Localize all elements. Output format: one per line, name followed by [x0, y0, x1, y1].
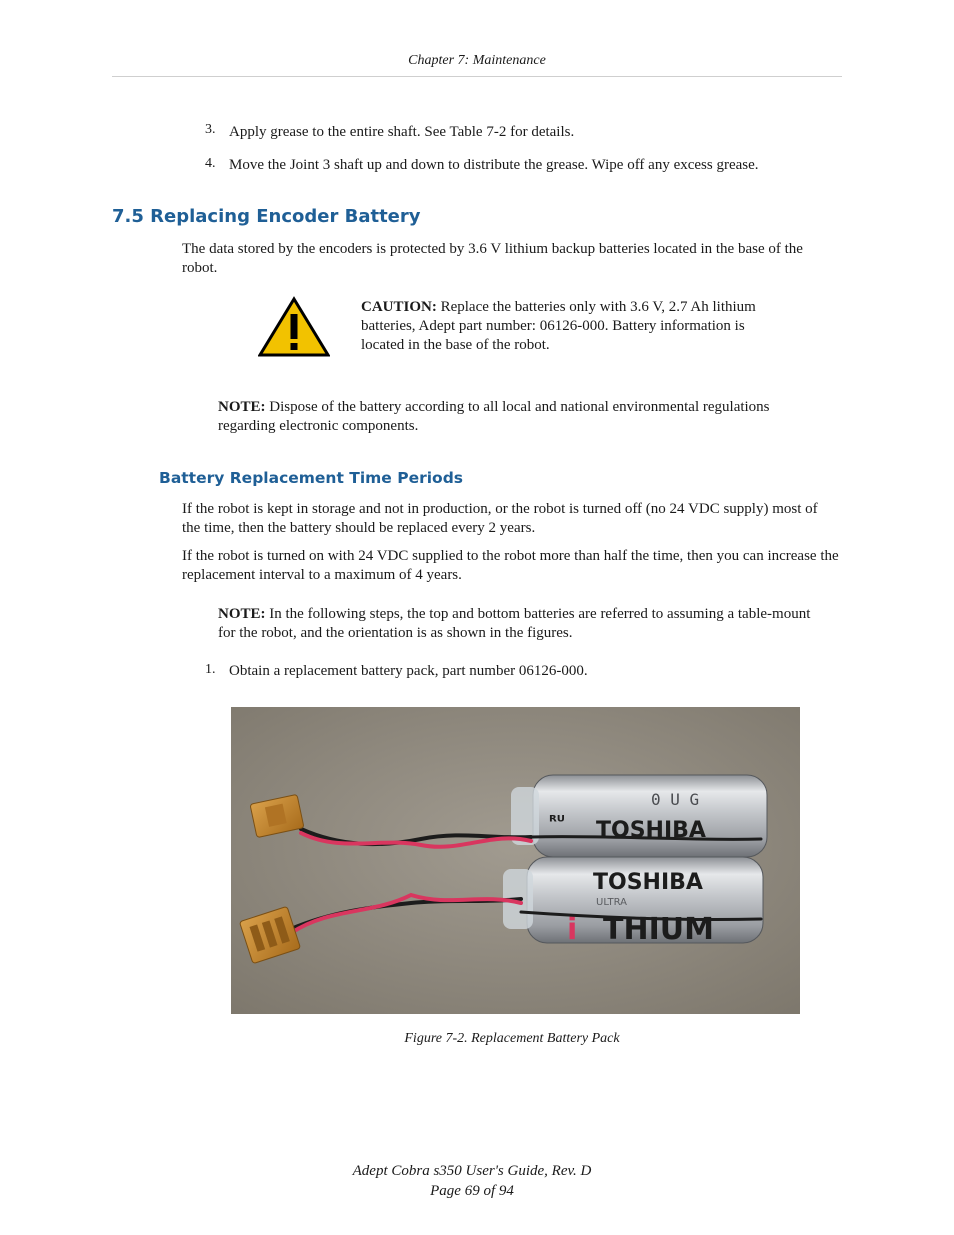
note-orientation: [218, 605, 813, 643]
caution-body: Replace the batteries only with 3.6 V, 2.7 Ah lithium batteries, Adept part number: 06126-000. Battery information is located in the base of the robot.: [361, 299, 756, 353]
battery-ultra-text: ULTRA: [596, 897, 628, 908]
footer-page-number: Page 69 of 94: [430, 1183, 514, 1199]
subsection-para-2: If the robot is turned on with 24 VDC supplied to the robot more than half the time, then you can increase the replacement interval to a maximum of 4 years.: [182, 548, 839, 583]
battery-brand-bottom: TOSHIBA: [593, 870, 703, 895]
battery-pack-photo: [231, 707, 800, 1014]
header-rule: [112, 76, 842, 77]
svg-text:i: i: [567, 912, 578, 947]
battery-brand-top: TOSHIBA: [596, 818, 706, 843]
step-4-text: Move the Joint 3 shaft up and down to distribute the grease. Wipe off any excess grease.: [229, 157, 759, 173]
section-intro: The data stored by the encoders is protected by 3.6 V lithium backup batteries located in the base of the robot.: [182, 241, 803, 276]
note-dispose-label: NOTE:: [218, 399, 266, 415]
step-4-number: 4.: [205, 156, 216, 171]
section-title: 7.5 Replacing Encoder Battery: [112, 206, 421, 227]
step-3-text: Apply grease to the entire shaft. See Table 7-2 for details.: [229, 124, 575, 140]
bottom-battery: [503, 857, 763, 947]
note-dispose: [218, 398, 788, 436]
note-orientation-body: In the following steps, the top and bottom batteries are referred to assuming a table-mount for the robot, and the orientation is as shown in the figures.: [218, 606, 811, 641]
caution-label: CAUTION:: [361, 299, 437, 315]
caution-text: [361, 298, 766, 355]
svg-text:ᴿᵁ: ᴿᵁ: [549, 812, 565, 831]
figure-caption: Figure 7-2. Replacement Battery Pack: [404, 1031, 620, 1046]
battery-pack-illustration: [231, 707, 800, 1014]
step-3-number: 3.: [205, 122, 216, 137]
footer-guide-title: Adept Cobra s350 User's Guide, Rev. D: [352, 1163, 592, 1179]
step-1-number: 1.: [205, 662, 216, 677]
battery-lithium-text: THIUM: [603, 912, 714, 947]
subsection-title: Battery Replacement Time Periods: [159, 469, 464, 487]
battery-code-text: 0 U G: [651, 790, 700, 809]
step-1-text: Obtain a replacement battery pack, part number 06126-000.: [229, 663, 588, 679]
note-orientation-label: NOTE:: [218, 606, 266, 622]
note-dispose-body: Dispose of the battery according to all local and national environmental regulations regarding electronic components.: [218, 399, 770, 434]
caution-warning-icon: [258, 296, 330, 358]
running-header: Chapter 7: Maintenance: [408, 53, 546, 68]
top-battery: [511, 775, 767, 857]
subsection-para-1: If the robot is kept in storage and not in production, or the robot is turned off (no 24 VDC supply) most of the time, then the battery should be replaced every 2 years.: [182, 501, 818, 536]
